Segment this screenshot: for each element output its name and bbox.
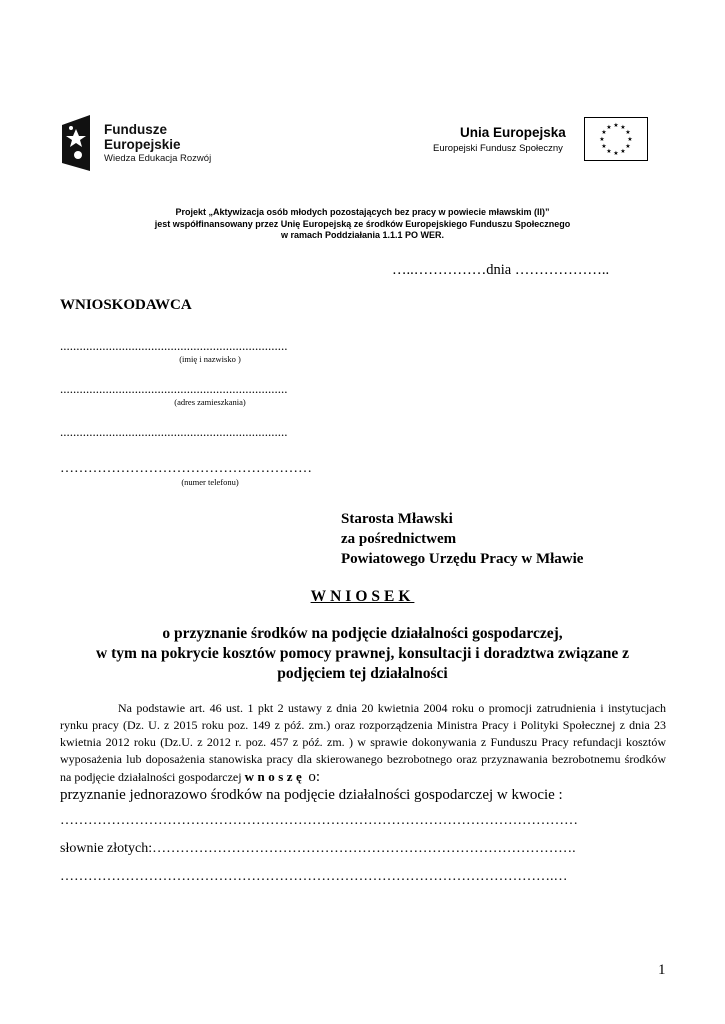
svg-text:★: ★ <box>606 148 612 155</box>
subject-line2: w tym na pokrycie kosztów pomocy prawnej, konsultacji i doradztwa związane z <box>96 645 629 662</box>
svg-text:★: ★ <box>599 136 605 143</box>
body-paragraph <box>60 700 666 804</box>
field-label-phone: (numer telefonu) <box>181 477 239 487</box>
addressee-line2: za pośrednictwem <box>341 531 457 547</box>
fundusze-europejskie-logo-icon <box>62 115 96 176</box>
applicant-name-field[interactable] <box>60 338 360 364</box>
svg-text:★: ★ <box>601 143 607 150</box>
body-after: o: <box>308 769 320 785</box>
amount-in-words-field[interactable]: słownie złotych:………………………………………………………………………………. <box>60 841 576 856</box>
document-title <box>0 588 725 606</box>
applicant-phone-field[interactable] <box>60 461 360 487</box>
svg-text:★: ★ <box>625 129 631 136</box>
project-line1: Projekt „Aktywizacja osób młodych pozostających bez pracy w powiecie mławskim (II)” <box>175 207 550 217</box>
svg-text:★: ★ <box>613 122 619 129</box>
body-last-line: przyznanie jednorazowo środków na podjęcie działalności gospodarczej w kwocie : <box>60 787 563 803</box>
project-line3: w ramach Poddziałania 1.1.1 PO WER. <box>280 230 445 240</box>
eu-flag-icon <box>584 117 648 166</box>
dotted-line: ...................................................................... <box>60 381 288 396</box>
fe-logo-line2: Europejskie <box>104 137 181 152</box>
dotted-line: ...................................................................... <box>60 338 288 353</box>
field-label-address: (adres zamieszkania) <box>174 397 246 407</box>
svg-text:★: ★ <box>601 129 607 136</box>
addressee <box>341 509 583 569</box>
applicant-heading: WNIOSKODAWCA <box>60 297 192 313</box>
body-text: Na podstawie art. 46 ust. 1 pkt 2 ustawy z dnia 20 kwietnia 2004 roku o promocji zatrudnienia i instytucjach rynku pracy (Dz. U. z 2015 roku poz. 149 z póź. zm.) oraz rozporządzenia Ministra Pracy i Polityki Społecznej z dnia 23 kwietnia 2012 roku (Dz.U. z 2012 r. poz. 457 z póź. zm. ) w sprawie dokonywania z Funduszu Pracy refundacji kosztów wyposażenia lub doposażenia stanowiska pracy dla skierowanego bezrobotnego oraz przyznawania bezrobotnemu środków na podjęcie działalności gospodarczej <box>60 701 666 784</box>
amount-field[interactable]: ………………………………………………………………………………………………… <box>60 813 578 828</box>
svg-text:★: ★ <box>620 124 626 131</box>
fundusze-europejskie-text <box>104 122 211 166</box>
svg-text:★: ★ <box>613 150 619 157</box>
project-info <box>60 207 665 242</box>
field-label-name: (imię i nazwisko ) <box>179 354 241 364</box>
ue-logo-title: Unia Europejska <box>460 125 566 140</box>
ue-logo-subtitle: Europejski Fundusz Społeczny <box>433 143 563 154</box>
addressee-line1: Starosta Mławski <box>341 511 453 527</box>
body-request-word: wnoszę <box>244 769 306 784</box>
subject-line3: podjęciem tej działalności <box>277 665 448 682</box>
svg-text:★: ★ <box>627 136 633 143</box>
page-number: 1 <box>658 962 666 978</box>
dotted-line: ……………………………………………… <box>60 461 312 476</box>
subject-line1: o przyznanie środków na podjęcie działalności gospodarczej, <box>162 625 563 642</box>
svg-text:★: ★ <box>625 143 631 150</box>
svg-text:★: ★ <box>606 124 612 131</box>
fe-logo-line3: Wiedza Edukacja Rozwój <box>104 153 212 164</box>
svg-text:★: ★ <box>620 148 626 155</box>
fe-logo-line1: Fundusze <box>104 122 167 137</box>
dotted-line: ...................................................................... <box>60 424 288 439</box>
document-title-text: WNIOSEK <box>310 588 415 605</box>
date-line[interactable]: …..……………dnia ……………….. <box>392 262 610 278</box>
project-line2: jest współfinansowany przez Unię Europejską ze środków Europejskiego Funduszu Społecznego <box>154 218 571 229</box>
document-subject <box>40 624 685 684</box>
addressee-line3: Powiatowego Urzędu Pracy w Mławie <box>341 551 584 567</box>
amount-continuation-field[interactable]: …………………………………………………………………………………………….… <box>60 869 568 884</box>
applicant-address-field[interactable] <box>60 381 360 407</box>
unia-europejska-text <box>433 124 566 156</box>
applicant-address-field-2[interactable] <box>60 424 288 440</box>
